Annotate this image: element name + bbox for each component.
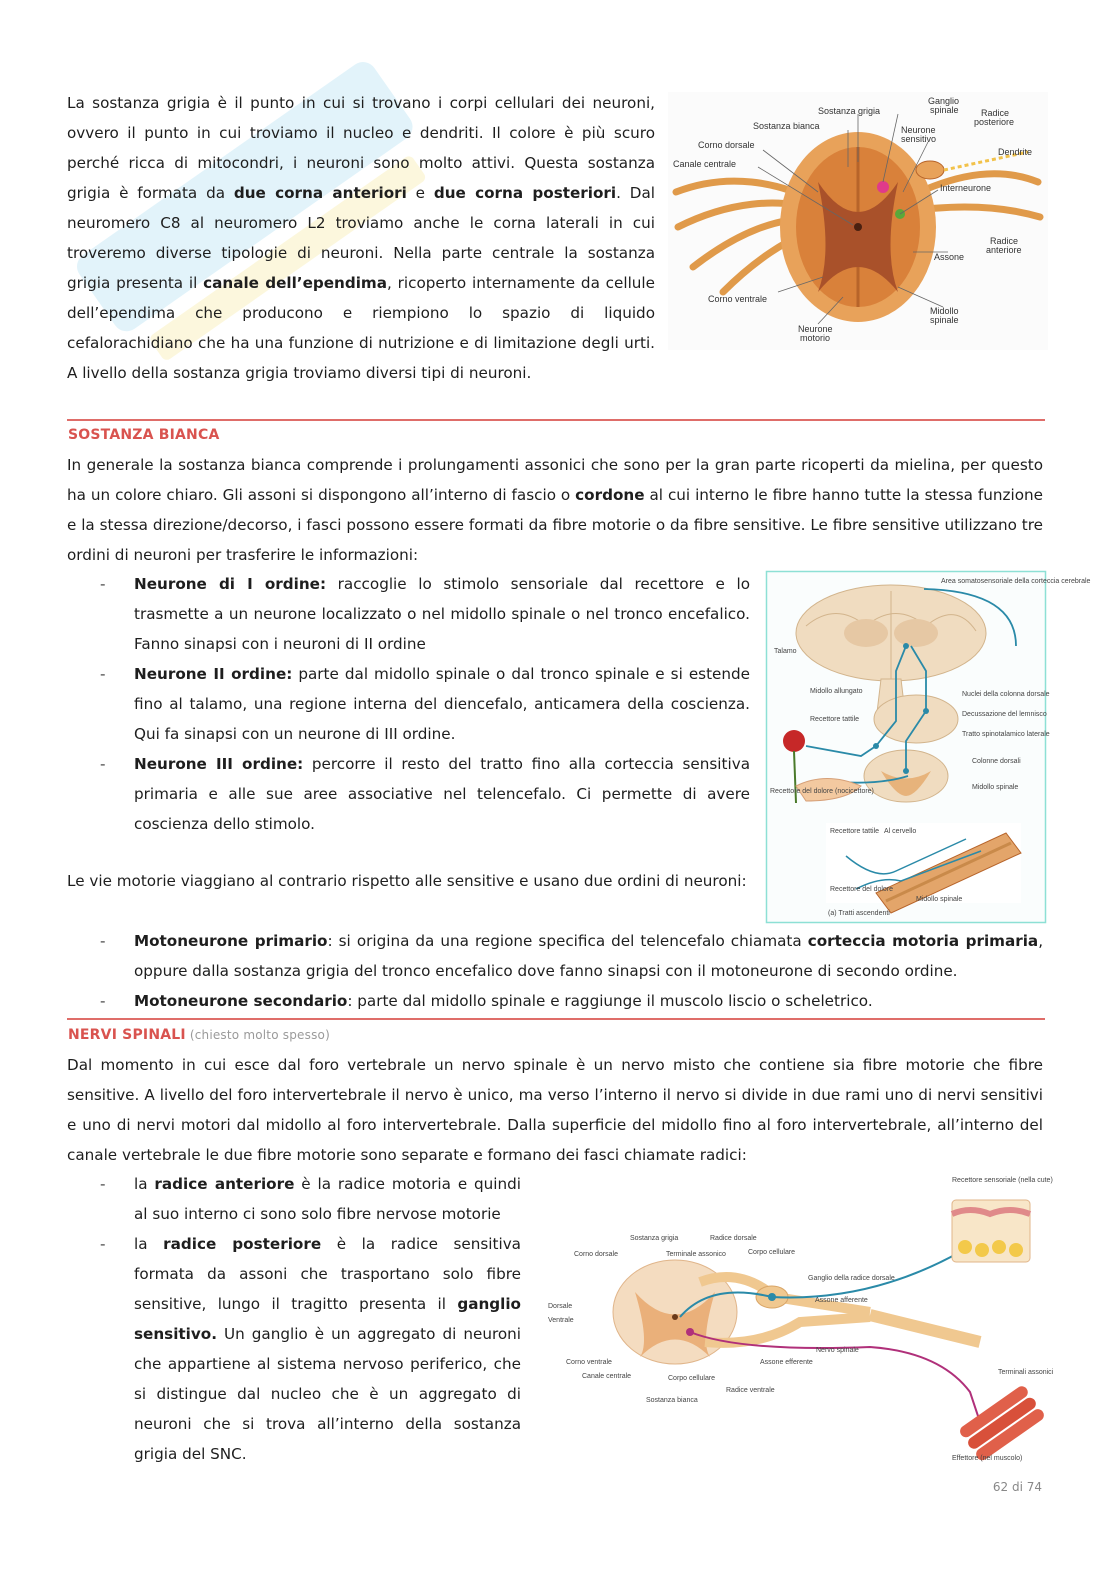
label-corno-dorsale: Corno dorsale — [574, 1251, 618, 1258]
label-corno-ventrale: Corno ventrale — [708, 294, 768, 304]
label-spinale: spinale — [930, 105, 959, 115]
list-item — [67, 1229, 521, 1469]
label-canale-centrale: Canale centrale — [673, 159, 737, 169]
bold-term: canale dell’ependima — [203, 274, 388, 292]
label-midollo-allungato: Midollo allungato — [810, 688, 863, 695]
list-item — [67, 986, 1043, 1016]
label-ventrale: Ventrale — [548, 1317, 574, 1324]
text-run: La sostanza grigia è il punto in cui si trovano i corpi cellulari dei neuroni, ovvero il punto in cui troviamo il nucleo e dendriti. Il colore è più scuro perché ricca di mitocondri, i neuroni sono molto attivi. Questa sostanza grigia è formata da — [67, 94, 655, 202]
bold-term: Neurone di I ordine: — [134, 575, 327, 593]
label-corno-ventrale: Corno ventrale — [566, 1359, 612, 1366]
label-radice-dorsale: Radice dorsale — [710, 1235, 757, 1242]
label-ganglio: Ganglio — [928, 96, 960, 106]
label-midollo-2: spinale — [930, 315, 959, 325]
section-heading-spinal-nerves — [68, 1027, 330, 1043]
text-run: percorre il resto del tratto fino alla corteccia sensitiva primaria e alle sue aree associative nel telencefalo. Ci permette di avere coscienza dello stimolo. — [134, 755, 750, 833]
text-run: parte dal midollo spinale o dal tronco spinale e si estende fino al talamo, una regione interna del diencefalo, anticamera della coscienza. Qui fa sinapsi con un neurone di III ordine. — [134, 665, 750, 743]
section-divider — [67, 419, 1045, 421]
bold-term: due corna posteriori — [433, 184, 617, 202]
list-item — [67, 926, 1043, 986]
text-run: , ricoperto internamente da cellule dell’ependima che producono e riempiono lo spazio di liquido cefalorachidiano che ha una funzione di nutrizione e di limitazione degli urti. A livello della sostanza grigia troviamo diversi tipi di neuroni. — [67, 274, 655, 382]
label-neurone-motorio-2: motorio — [800, 333, 831, 343]
list-item — [67, 1169, 521, 1229]
label-tratti-ascendenti: (a) Tratti ascendenti — [828, 910, 890, 917]
label-neurone-sensitivo-1: Neurone — [901, 125, 936, 135]
text-run: la — [134, 1235, 164, 1253]
text-run: . Dal neuromero C8 al neuromero L2 troviamo anche le corna laterali in cui troveremo diverse tipologie di neuroni. Nella parte centrale la sostanza grigia presenta il — [67, 184, 655, 292]
bold-term: Motoneurone primario — [134, 932, 328, 950]
label-canale-centrale: Canale centrale — [582, 1373, 632, 1380]
list-item — [67, 569, 750, 659]
gray-matter-paragraph — [67, 88, 655, 388]
label-decussazione: Decussazione del lemnisco — [962, 711, 1047, 718]
label-recettore-tattile: Recettore tattile — [810, 716, 860, 723]
bold-term: radice anteriore — [154, 1175, 295, 1193]
text-run: In generale la sostanza bianca comprende i prolungamenti assonici che sono per la gran parte ricoperti da mielina, per questo ha un colore chiaro. Gli assoni si dispongono all’interno di fascio o — [67, 456, 1043, 504]
list-item — [67, 749, 750, 839]
bold-term: corteccia motoria primaria — [807, 932, 1039, 950]
label-neurone-motorio-1: Neurone — [798, 324, 833, 334]
text-run: la — [134, 1175, 155, 1193]
label-recettore-tattile-2: Recettore tattile — [830, 828, 880, 835]
text-run: e — [406, 184, 434, 202]
spinal-cord-cross-section-figure — [668, 92, 1048, 350]
label-corpo-cellulare: Corpo cellulare — [748, 1249, 796, 1256]
motor-pathways-intro: Le vie motorie viaggiano al contrario rispetto alle sensitive e usano due ordini di neuroni: — [67, 872, 747, 890]
page-number: 62 di 74 — [992, 1480, 1042, 1494]
label-terminale-assonico: Terminale assonico — [666, 1251, 726, 1258]
bold-term: ganglio sensitivo. — [134, 1295, 521, 1343]
ascending-tracts-figure — [766, 571, 1091, 923]
section-heading-white-matter: SOSTANZA BIANCA — [68, 427, 220, 443]
label-nuclei: Nuclei della colonna dorsale — [962, 691, 1050, 698]
label-neurone-sensitivo-2: sensitivo — [901, 134, 937, 144]
label-colonne-dorsali: Colonne dorsali — [972, 758, 1021, 765]
label-talamo: Talamo — [774, 648, 797, 655]
spinal-nerve-figure — [540, 1172, 1054, 1466]
label-effettore: Effettore (nel muscolo) — [952, 1455, 1023, 1462]
sensory-neuron-list — [67, 569, 750, 839]
text-run: Un ganglio è un aggregato di neuroni che appartiene al sistema nervoso periferico, che si distingue dal nucleo che è un aggregato di neuroni che si trova all’interno della sostanza grigia del SNC. — [134, 1325, 521, 1463]
bold-term: Motoneurone secondario — [134, 992, 348, 1010]
spinal-nerves-intro: Dal momento in cui esce dal foro vertebrale un nervo spinale è un nervo misto che contiene sia fibre motorie che fibre sensitive. A livello del foro intervertebrale il nervo è unico, ma verso l’interno il nervo si divide in due rami uno di nervi sensitivi e uno di nervi motori dal midollo al foro intervertebrale. Dalla superficie del midollo fino al foro intervertebrale, all’interno del canale vertebrale le due fibre motorie sono separate e formano dei fasci chiamate radici: — [67, 1056, 1043, 1164]
heading-text: NERVI SPINALI — [68, 1027, 186, 1043]
bold-term: due corna anteriori — [233, 184, 407, 202]
label-terminali-assonici: Terminali assonici — [998, 1369, 1054, 1376]
text-run: al cui interno le fibre hanno tutte la stessa funzione e la stessa direzione/decorso, i fasci possono essere formati da fibre motorie o da fibre sensitive. Le fibre sensitive utilizzano tre ordini di neuroni per trasferire le informazioni: — [67, 486, 1043, 564]
motor-neuron-list — [67, 926, 1043, 1016]
label-dorsale: Dorsale — [548, 1303, 573, 1310]
text-run: è la radice motoria e quindi al suo interno ci sono solo fibre nervose motorie — [134, 1175, 522, 1223]
label-sostanza-grigia: Sostanza grigia — [818, 106, 881, 116]
section-divider — [67, 1018, 1045, 1020]
label-area-somatosensoriale: Area somatosensoriale della corteccia cerebrale — [941, 578, 1091, 585]
bold-term: cordone — [575, 486, 645, 504]
label-radice-posteriore-2: posteriore — [974, 117, 1015, 127]
label-midollo-spinale: Midollo spinale — [972, 784, 1019, 791]
text-run: , oppure dalla sostanza grigia del tronco encefalico dove fanno sinapsi con il motoneurone di secondo ordine. — [134, 932, 1044, 980]
label-al-cervello: Al cervello — [884, 828, 917, 835]
heading-note: (chiesto molto spesso) — [189, 1028, 330, 1042]
bold-term: Neurone III ordine: — [134, 755, 304, 773]
list-item — [67, 659, 750, 749]
label-radice-anteriore-1: Radice — [990, 236, 1019, 246]
label-radice-posteriore-1: Radice — [981, 108, 1010, 118]
label-ganglio-radice-dorsale: Ganglio della radice dorsale — [808, 1275, 895, 1282]
label-corno-dorsale: Corno dorsale — [698, 140, 755, 150]
label-recettore-dolore-2: Recettore del dolore — [830, 886, 894, 893]
roots-list — [67, 1169, 521, 1469]
label-midollo-1: Midollo — [930, 306, 959, 316]
label-tratto: Tratto spinotalamico laterale — [962, 731, 1050, 738]
text-run: è la radice sensitiva formata da assoni che trasportano solo fibre sensitive, lungo il tragitto presenta il — [134, 1235, 521, 1313]
label-corpo-cellulare-2: Corpo cellulare — [668, 1375, 716, 1382]
label-assone-efferente: Assone efferente — [760, 1359, 813, 1366]
label-recettore-dolore: Recettore del dolore (nocicettore) — [770, 788, 874, 795]
label-assone-afferente: Assone afferente — [815, 1297, 868, 1304]
white-matter-intro — [67, 450, 1043, 570]
label-radice-anteriore-2: anteriore — [986, 245, 1022, 255]
label-sostanza-bianca: Sostanza bianca — [646, 1397, 698, 1404]
sensory-neuron-marker — [877, 181, 889, 193]
label-midollo-spinale-2: Midollo spinale — [916, 896, 963, 903]
label-assone: Assone — [934, 252, 965, 262]
text-run: raccoglie lo stimolo sensoriale dal recettore e lo trasmette a un neurone localizzato o nel midollo spinale o nel tronco encefalico. Fanno sinapsi con i neuroni di II ordine — [134, 575, 751, 653]
text-run: : parte dal midollo spinale e raggiunge il muscolo liscio o scheletrico. — [347, 992, 873, 1010]
label-nervo-spinale: Nervo spinale — [816, 1347, 859, 1354]
text-run: : si origina da una regione specifica del telencefalo chiamata — [327, 932, 808, 950]
label-recettore-sensoriale: Recettore sensoriale (nella cute) — [952, 1177, 1053, 1184]
bold-term: Neurone II ordine: — [134, 665, 293, 683]
label-sostanza-grigia: Sostanza grigia — [630, 1235, 679, 1242]
label-sostanza-bianca: Sostanza bianca — [753, 121, 820, 131]
bold-term: radice posteriore — [163, 1235, 322, 1253]
label-dendrite: Dendrite — [998, 147, 1033, 157]
label-interneurone: Interneurone — [940, 183, 992, 193]
label-radice-ventrale: Radice ventrale — [726, 1387, 775, 1394]
